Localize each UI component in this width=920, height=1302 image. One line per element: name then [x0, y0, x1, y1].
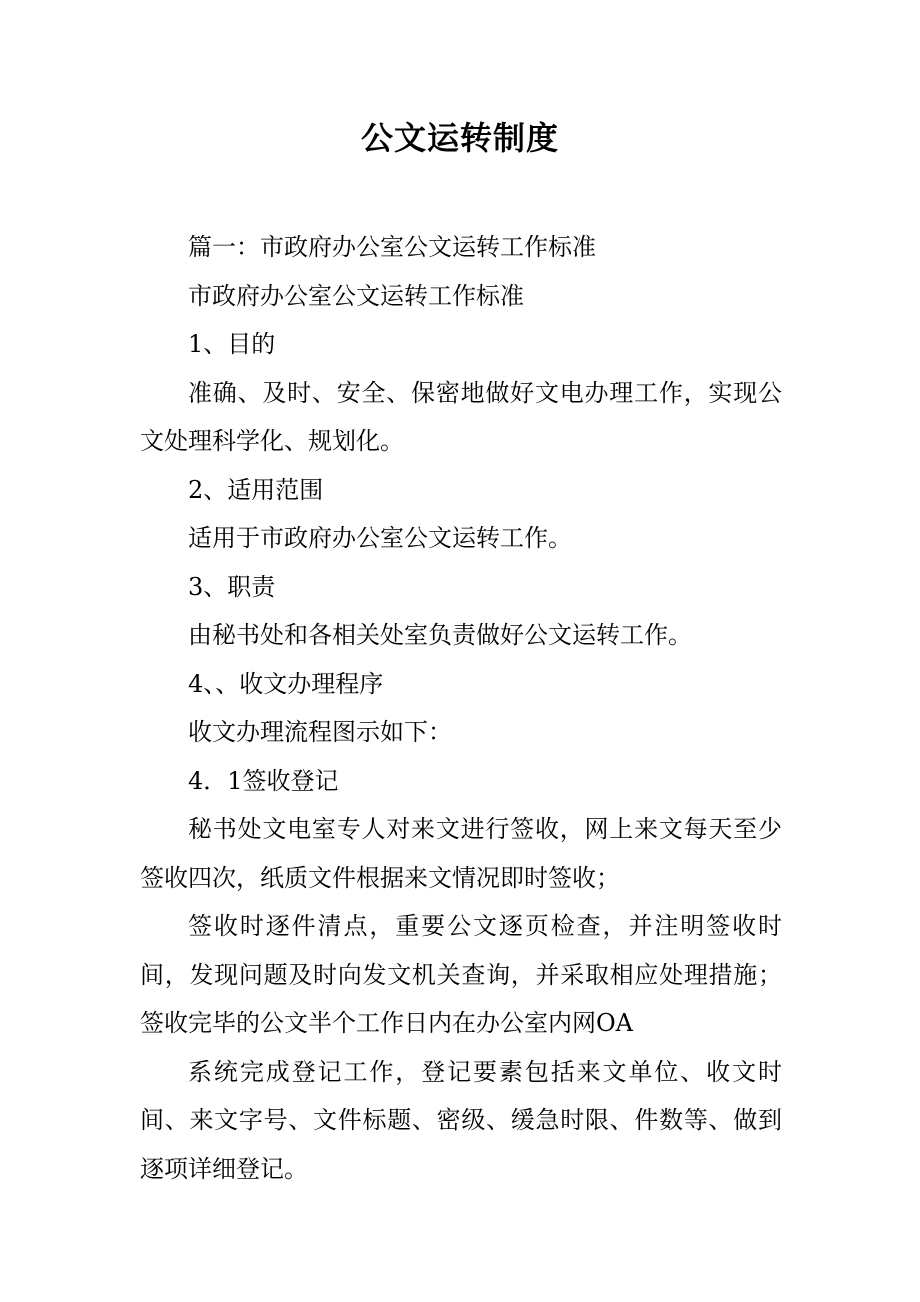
paragraph-item-4-intro: 收文办理流程图示如下：	[188, 718, 452, 746]
paragraph-item-4-1-text-a: 秘书处文电室专人对来文进行签收，网上来文每天至少签收四次，纸质文件根据来文情况即时签收；	[140, 815, 782, 892]
paragraph-item-4-1-text-b: 签收时逐件清点，重要公文逐页检查，并注明签收时间，发现问题及时向发文机关查询，并采取相应处理措施；签收完毕的公文半个工作日内在办公室内网OA	[140, 912, 782, 1037]
paragraph-item-2-text: 适用于市政府办公室公文运转工作。	[188, 524, 572, 552]
document-title: 公文运转制度	[360, 119, 559, 157]
paragraph-item-1-heading: 1、目的	[188, 330, 276, 358]
paragraph-item-4-1-heading: 4．1签收登记	[188, 766, 339, 795]
paragraph-item-2-heading: 2、适用范围	[188, 475, 324, 504]
paragraph-item-3-text: 由秘书处和各相关处室负责做好公文运转工作。	[188, 621, 692, 649]
paragraph-item-4-heading: 4、、收文办理程序	[188, 669, 384, 698]
paragraph-item-3-heading: 3、职责	[188, 572, 276, 601]
paragraph-section-heading: 篇一：市政府办公室公文运转工作标准	[188, 233, 596, 261]
document-body	[140, 223, 782, 1193]
paragraph-item-1-text: 准确、及时、安全、保密地做好文电办理工作，实现公文处理科学化、规划化。	[140, 378, 782, 455]
paragraph-item-4-1-text-c: 系统完成登记工作，登记要素包括来文单位、收文时间、来文字号、文件标题、密级、缓急时限、件数等、做到逐项详细登记。	[140, 1057, 782, 1183]
paragraph-subtitle: 市政府办公室公文运转工作标准	[188, 281, 524, 310]
